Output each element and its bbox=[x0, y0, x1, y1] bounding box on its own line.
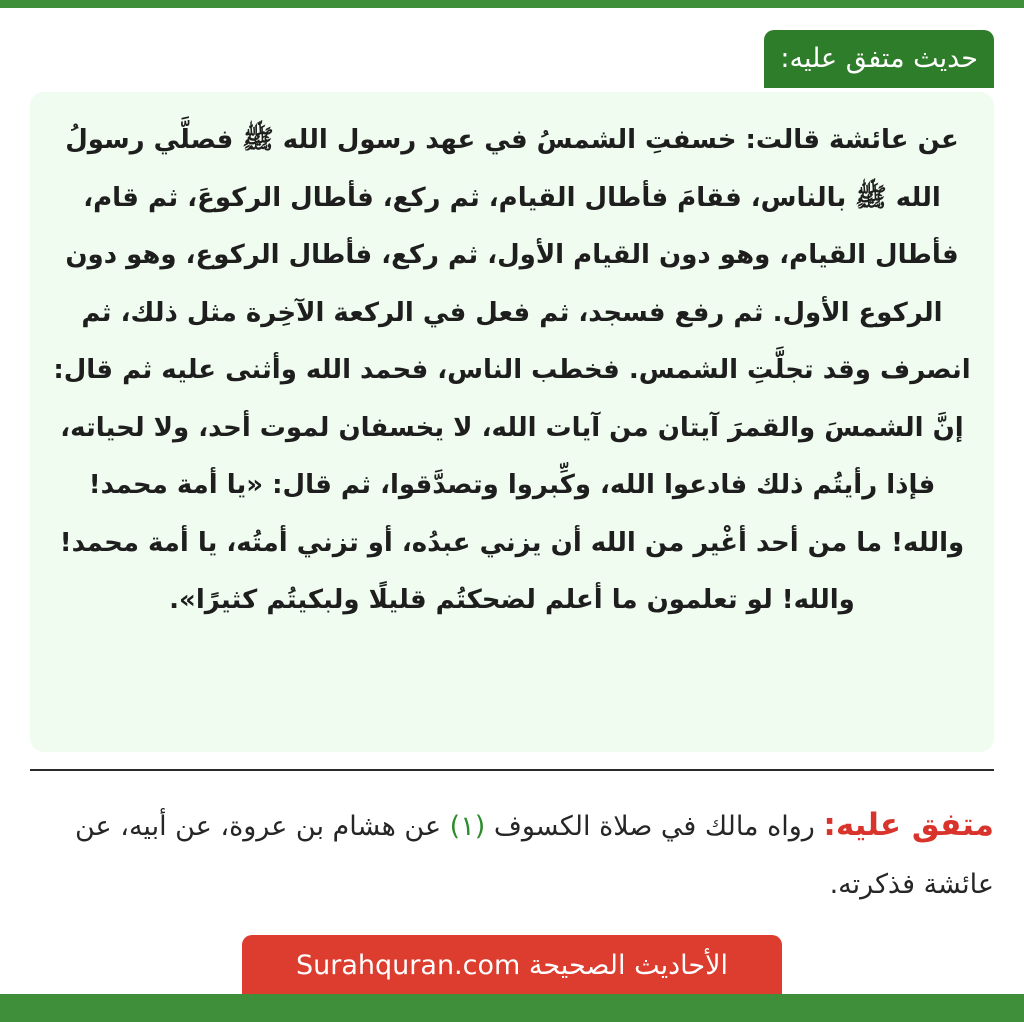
source-label: متفق عليه: bbox=[823, 807, 994, 843]
source-text-after: عن هشام بن عروة، عن أبيه، عن عائشة فذكرته. bbox=[74, 811, 994, 900]
hadith-type-badge: حديث متفق عليه: bbox=[764, 30, 994, 88]
top-accent-bar bbox=[0, 0, 1024, 8]
hadith-text: عن عائشة قالت: خسفتِ الشمسُ في عهد رسول الله ﷺ فصلَّي رسولُ الله ﷺ بالناس، فقامَ فأطال القيام، ثم ركع، فأطال الركوعَ، ثم قام، فأطال القيام، وهو دون القيام الأول، ثم ركع، فأطال الركوع، وهو دون الركوع الأول. ثم رفع فسجد، ثم فعل في الركعة الآخِرة مثل ذلك، ثم انصرف وقد تجلَّتِ الشمس. فخطب الناس، فحمد الله وأثنى عليه ثم قال: إنَّ الشمسَ والقمرَ آيتان من آيات الله، لا يخسفان لموت أحد، ولا لحياته، فإذا رأيتُم ذلك فادعوا الله، وكِّبروا وتصدَّقوا، ثم قال: «يا أمة محمد! والله! ما من أحد أغْير من الله أن يزني عبدُه، أو تزني أمتُه، يا أمة محمد! والله! لو تعلمون ما أعلم لضحكتُم قليلًا ولبكيتُم كثيرًا». bbox=[53, 125, 971, 615]
bottom-accent-bar bbox=[0, 994, 1024, 1022]
hadith-text-box bbox=[30, 92, 994, 752]
section-divider bbox=[30, 769, 994, 771]
source-citation bbox=[30, 796, 994, 914]
footnote-reference[interactable]: (١) bbox=[449, 811, 486, 842]
site-brand-label[interactable]: الأحاديث الصحيحة Surahquran.com bbox=[242, 935, 782, 995]
source-text-before: رواه مالك في صلاة الكسوف bbox=[485, 811, 824, 842]
